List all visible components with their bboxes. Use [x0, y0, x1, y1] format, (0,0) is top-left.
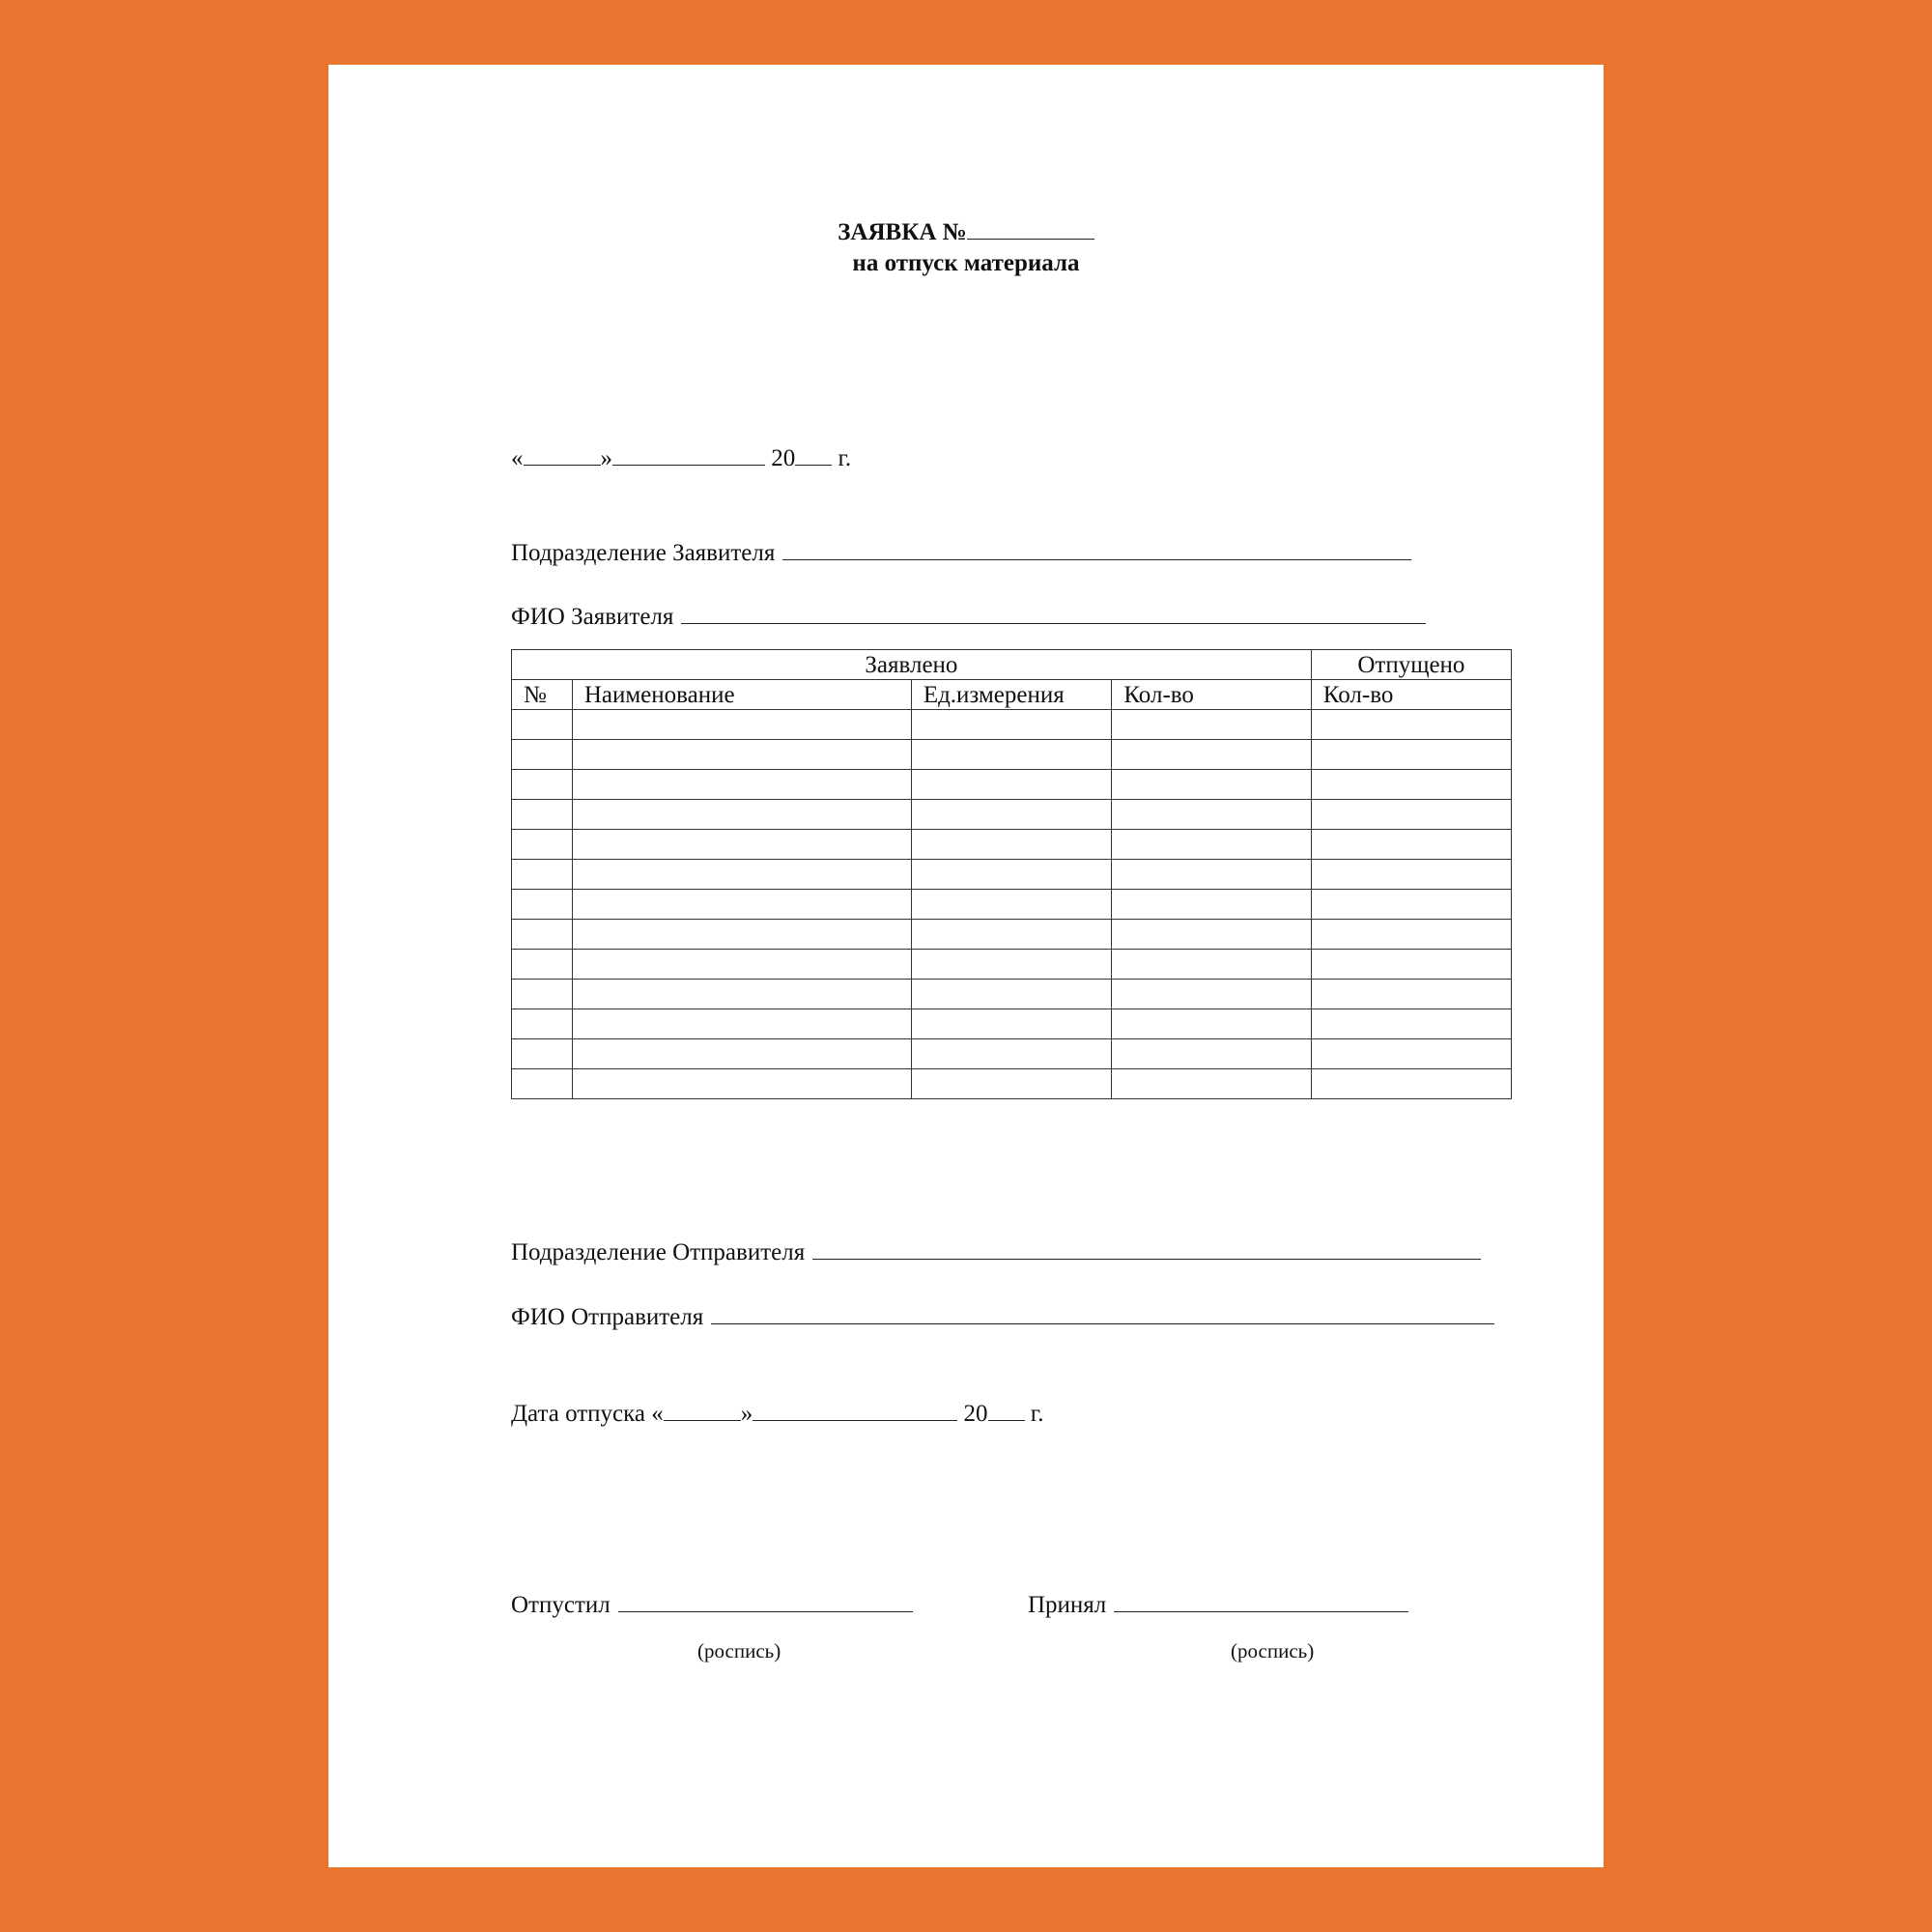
table-cell[interactable]: [911, 740, 1112, 770]
release-year-blank[interactable]: [988, 1399, 1025, 1421]
col-number-header: №: [512, 680, 573, 710]
released-group-header: Отпущено: [1311, 650, 1511, 680]
table-group-header: [512, 650, 1512, 680]
table-row: [512, 920, 1512, 950]
table-row: [512, 830, 1512, 860]
table-cell[interactable]: [512, 740, 573, 770]
table-row: [512, 950, 1512, 980]
table-cell[interactable]: [1311, 800, 1511, 830]
table-cell[interactable]: [1311, 950, 1511, 980]
col-unit-header: Ед.измерения: [911, 680, 1112, 710]
table-cell[interactable]: [911, 1039, 1112, 1069]
applicant-name-line: ФИО Заявителя: [511, 602, 1426, 631]
table-cell[interactable]: [572, 770, 911, 800]
table-cell[interactable]: [1112, 1039, 1311, 1069]
table-cell[interactable]: [911, 1069, 1112, 1099]
table-cell[interactable]: [572, 830, 911, 860]
table-cell[interactable]: [512, 830, 573, 860]
received-by-line: Принял: [1028, 1590, 1408, 1619]
table-cell[interactable]: [512, 1039, 573, 1069]
table-cell[interactable]: [572, 890, 911, 920]
table-cell[interactable]: [512, 950, 573, 980]
release-month-blank[interactable]: [753, 1399, 957, 1421]
table-cell[interactable]: [512, 860, 573, 890]
form-page: [328, 65, 1604, 1867]
table-cell[interactable]: [1112, 1009, 1311, 1039]
table-cell[interactable]: [1112, 1069, 1311, 1099]
requested-group-header: Заявлено: [512, 650, 1312, 680]
table-cell[interactable]: [512, 980, 573, 1009]
table-cell[interactable]: [1311, 1009, 1511, 1039]
received-by-signature-blank[interactable]: [1114, 1590, 1408, 1612]
table-row: [512, 740, 1512, 770]
received-signature-caption: (роспись): [1231, 1639, 1315, 1662]
table-cell[interactable]: [572, 1039, 911, 1069]
table-row: [512, 1039, 1512, 1069]
table-cell[interactable]: [1311, 860, 1511, 890]
sender-department-blank[interactable]: [812, 1237, 1481, 1260]
release-date-line: Дата отпуска « » 20 г.: [511, 1401, 1044, 1427]
released-signature-caption: (роспись): [697, 1639, 781, 1662]
table-cell[interactable]: [1311, 770, 1511, 800]
table-row: [512, 710, 1512, 740]
table-cell[interactable]: [1112, 920, 1311, 950]
table-cell[interactable]: [512, 1069, 573, 1099]
table-cell[interactable]: [1311, 980, 1511, 1009]
table-row: [512, 1009, 1512, 1039]
release-day-blank[interactable]: [664, 1399, 741, 1421]
released-by-line: Отпустил: [511, 1590, 913, 1619]
table-cell[interactable]: [1112, 800, 1311, 830]
table-cell[interactable]: [512, 800, 573, 830]
table-cell[interactable]: [572, 800, 911, 830]
month-blank[interactable]: [612, 443, 765, 466]
request-date-line: « » 20 г.: [511, 445, 852, 471]
table-cell[interactable]: [911, 830, 1112, 860]
applicant-name-blank[interactable]: [681, 602, 1426, 624]
table-cell[interactable]: [911, 890, 1112, 920]
table-cell[interactable]: [911, 920, 1112, 950]
table-cell[interactable]: [1112, 770, 1311, 800]
sender-name-blank[interactable]: [711, 1302, 1494, 1324]
table-cell[interactable]: [1112, 740, 1311, 770]
table-cell[interactable]: [572, 740, 911, 770]
applicant-department-line: Подразделение Заявителя: [511, 538, 1411, 567]
table-column-header: [512, 680, 1512, 710]
table-cell[interactable]: [911, 800, 1112, 830]
table-cell[interactable]: [1311, 920, 1511, 950]
table-cell[interactable]: [512, 770, 573, 800]
table-row: [512, 860, 1512, 890]
released-by-signature-blank[interactable]: [618, 1590, 913, 1612]
table-cell[interactable]: [1112, 980, 1311, 1009]
table-cell[interactable]: [572, 920, 911, 950]
sender-name-line: ФИО Отправителя: [511, 1302, 1494, 1331]
table-cell[interactable]: [1311, 1069, 1511, 1099]
table-cell[interactable]: [1311, 890, 1511, 920]
table-row: [512, 770, 1512, 800]
table-cell[interactable]: [572, 980, 911, 1009]
materials-table: [511, 649, 1512, 1099]
day-blank[interactable]: [524, 443, 601, 466]
table-cell[interactable]: [911, 980, 1112, 1009]
col-name-header: Наименование: [572, 680, 911, 710]
form-title: ЗАЯВКА №: [328, 217, 1604, 246]
table-cell[interactable]: [1112, 890, 1311, 920]
col-released-qty-header: Кол-во: [1311, 680, 1511, 710]
table-cell[interactable]: [572, 950, 911, 980]
applicant-department-blank[interactable]: [782, 538, 1411, 560]
table-cell[interactable]: [1112, 950, 1311, 980]
table-row: [512, 1069, 1512, 1099]
table-cell[interactable]: [911, 950, 1112, 980]
table-cell[interactable]: [1112, 710, 1311, 740]
table-cell[interactable]: [1112, 860, 1311, 890]
table-cell[interactable]: [911, 1009, 1112, 1039]
table-cell[interactable]: [572, 860, 911, 890]
table-cell[interactable]: [911, 860, 1112, 890]
table-cell[interactable]: [572, 1069, 911, 1099]
table-cell[interactable]: [512, 710, 573, 740]
table-cell[interactable]: [572, 710, 911, 740]
table-cell[interactable]: [512, 890, 573, 920]
table-cell[interactable]: [1311, 740, 1511, 770]
request-number-blank[interactable]: [967, 217, 1094, 240]
table-cell[interactable]: [911, 710, 1112, 740]
table-row: [512, 890, 1512, 920]
table-cell[interactable]: [1311, 1039, 1511, 1069]
table-cell[interactable]: [512, 1009, 573, 1039]
table-cell[interactable]: [911, 770, 1112, 800]
col-requested-qty-header: Кол-во: [1112, 680, 1311, 710]
sender-department-line: Подразделение Отправителя: [511, 1237, 1481, 1266]
table-cell[interactable]: [1112, 830, 1311, 860]
table-cell[interactable]: [1311, 710, 1511, 740]
table-cell[interactable]: [572, 1009, 911, 1039]
table-cell[interactable]: [1311, 830, 1511, 860]
table-row: [512, 800, 1512, 830]
form-subtitle: на отпуск материала: [852, 250, 1080, 276]
table-row: [512, 980, 1512, 1009]
year-blank[interactable]: [795, 443, 832, 466]
table-cell[interactable]: [512, 920, 573, 950]
